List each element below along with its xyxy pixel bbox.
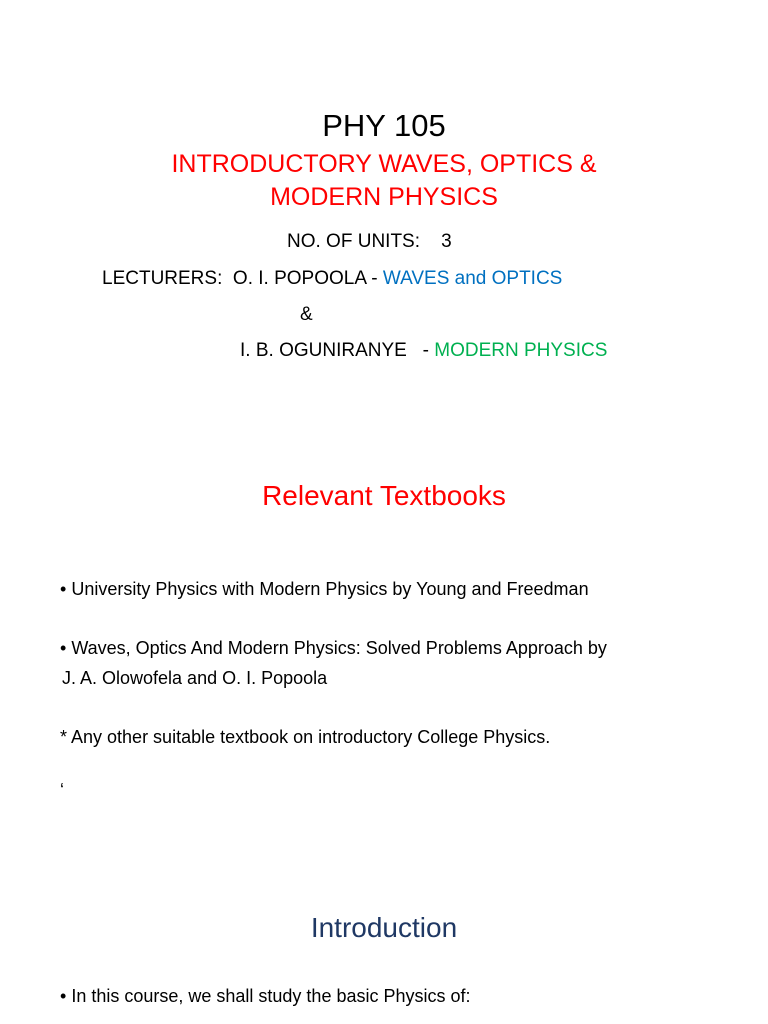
course-title-line2: MODERN PHYSICS (270, 183, 498, 211)
lecturer2-line (240, 338, 607, 364)
bullet-icon: • (60, 986, 67, 1006)
units-label: NO. OF UNITS: (287, 231, 420, 252)
lecturer1-topic: WAVES and OPTICS (382, 268, 563, 289)
introduction-item (60, 984, 471, 1008)
units-line (287, 229, 452, 255)
lecturers-joiner: & (300, 304, 313, 325)
lecturers-label: LECTURERS: (102, 268, 223, 289)
stray-mark: ‘ (60, 780, 64, 800)
textbook-item-continuation: J. A. Olowofela and O. I. Popoola (62, 668, 328, 688)
textbook-note: * Any other suitable textbook on introductory College Physics. (60, 727, 551, 747)
textbooks-heading: Relevant Textbooks (262, 480, 506, 511)
course-title (0, 148, 768, 214)
textbook-item-text: Waves, Optics And Modern Physics: Solved Problems Approach by (71, 638, 607, 658)
lecturer2-topic: MODERN PHYSICS (434, 340, 608, 361)
units-value: 3 (441, 231, 452, 252)
lecturers-line (102, 266, 562, 292)
bullet-icon: • (60, 579, 67, 599)
introduction-heading: Introduction (310, 912, 458, 943)
bullet-icon: • (60, 638, 67, 658)
lecturer2-name: I. B. OGUNIRANYE - (240, 340, 429, 361)
textbook-item-text: University Physics with Modern Physics by Young and Freedman (71, 579, 589, 599)
course-code: PHY 105 (322, 108, 446, 143)
course-title-line1: INTRODUCTORY WAVES, OPTICS & (171, 150, 597, 178)
introduction-text: In this course, we shall study the basic Physics of: (71, 986, 471, 1006)
textbook-item (60, 636, 607, 660)
lecturer1-name: O. I. POPOOLA - (232, 268, 378, 289)
textbook-item (60, 577, 589, 601)
